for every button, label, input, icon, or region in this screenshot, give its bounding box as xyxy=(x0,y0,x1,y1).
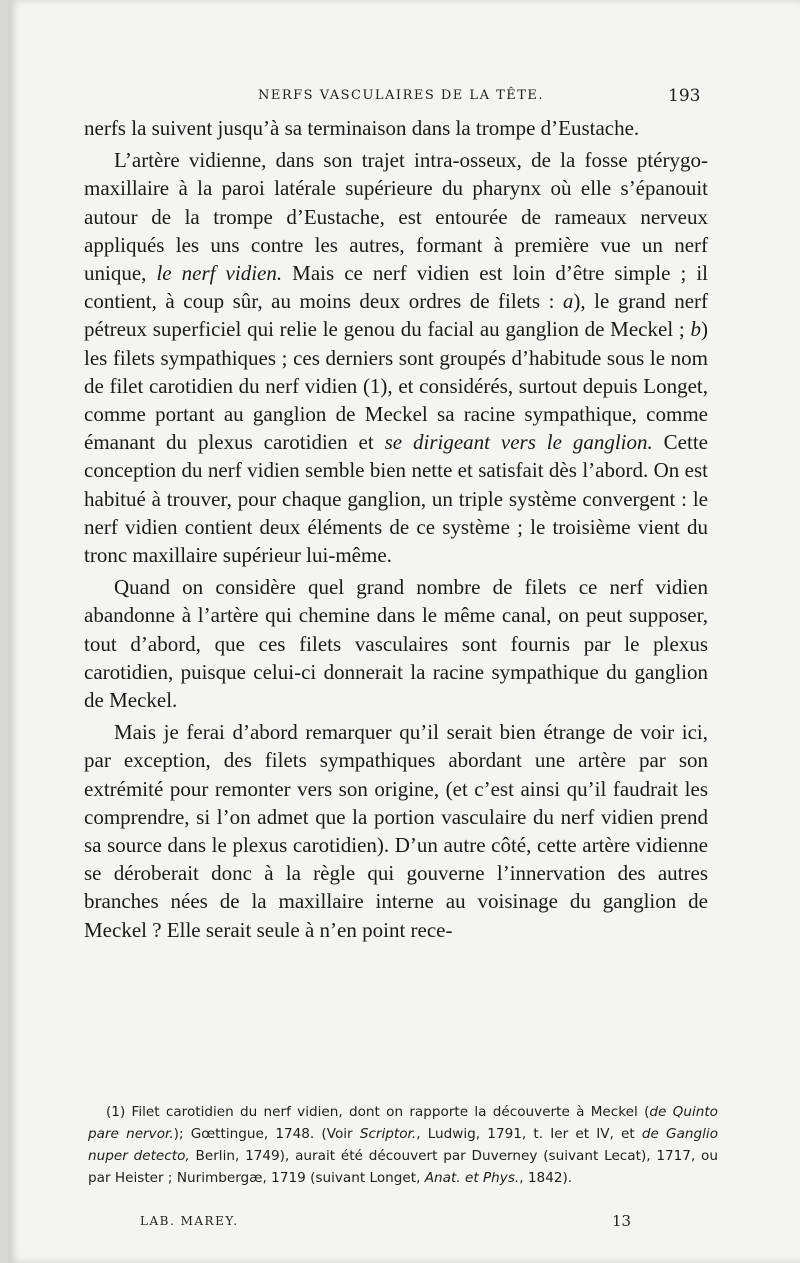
footnote-text-4: Berlin, 1749), aurait été découvert par Duverney (suivant Lecat), 1717, ou par Heister ; Nurimbergæ, 1719 (suivant Longet, xyxy=(88,1148,718,1186)
footnote-italic-1: de Quinto pare nervor. xyxy=(88,1104,718,1142)
running-head-title: NERFS VASCULAIRES DE LA TÊTE. xyxy=(258,88,545,103)
paragraph-2-italic-dirigeant: se dirigeant vers le ganglion. xyxy=(384,430,653,455)
footnote-text-5: , 1842). xyxy=(519,1170,573,1186)
paragraph-4: Mais je ferai d’abord remarquer qu’il serait bien étrange de voir ici, par exception, des filets sympathiques abordant une artère par son extrémité pour remonter vers son origine, (et c’est ainsi qu’il faudrait les comprendre, si l’on admet que la portion vasculaire du nerf vidien prend sa source dans le plexus carotidien). D’un autre côté, cette artère vidienne se déroberait donc à la règle qui gouverne l’innervation des autres branches nées de la maxillaire interne au voisinage du ganglion de Meckel ? Elle serait seule à n’en point rece- xyxy=(84,720,708,942)
footnote-italic-2: Scriptor. xyxy=(359,1126,417,1142)
footnote-italic-4: Anat. et Phys. xyxy=(424,1170,520,1186)
paragraph-2 xyxy=(84,146,708,569)
paragraph-2-text-a: L’artère vidienne, dans son trajet intra-osseux, de la fosse ptérygo-maxillaire à la paroi latérale supérieure du pharynx où elle s’épanouit autour de la trompe d’Eustache, est entourée de rameaux nerveux appliqués les uns contre les autres, formant à première vue un nerf unique, xyxy=(84,148,708,286)
paragraph-2-text-c: ), le grand nerf pétreux superficiel qui relie le genou du facial au ganglion de Meckel ; xyxy=(84,289,708,342)
signature-number: 13 xyxy=(612,1212,632,1230)
paragraph-2-italic-a: a xyxy=(562,289,574,314)
paragraph-2-text-e: Cette conception du nerf vidien semble bien nette et satisfait dès l’abord. On est habitué à trouver, pour chaque ganglion, un triple système convergent : le nerf vidien contient deux éléments de ce système ; le troisième vient du tronc maxillaire supérieur lui-même. xyxy=(84,430,708,568)
printer-signature xyxy=(8,1212,800,1236)
page-number: 193 xyxy=(668,86,701,106)
signature-label: LAB. MAREY. xyxy=(140,1214,239,1228)
footnote-text-2: ); Gœttingue, 1748. (Voir xyxy=(173,1126,360,1142)
running-head xyxy=(8,88,800,112)
footnote-text-1: (1) Filet carotidien du nerf vidien, dont on rapporte la découverte à Meckel ( xyxy=(106,1104,650,1120)
paragraph-2-italic-b: b xyxy=(690,317,701,342)
book-page xyxy=(8,0,800,1263)
paragraph-2-text-b: Mais ce nerf vidien est loin d’être simple ; il contient, à coup sûr, au moins deux ordres de filets : xyxy=(84,261,709,314)
paragraph-2-italic-nerf-vidien: le nerf vidien. xyxy=(156,261,283,286)
body-text xyxy=(84,114,708,948)
paragraph-3: Quand on considère quel grand nombre de filets ce nerf vidien abandonne à l’artère qui chemine dans le même canal, on peut supposer, tout d’abord, que ces filets vasculaires sont fournis par le plexus carotidien, puisque celui-ci donnerait la racine sympathique du ganglion de Meckel. xyxy=(84,575,708,713)
paragraph-1: nerfs la suivent jusqu’à sa terminaison dans la trompe d’Eustache. xyxy=(84,116,640,140)
footnote-italic-3: de Ganglio nuper detecto, xyxy=(88,1126,719,1164)
footnote xyxy=(88,1101,718,1189)
paragraph-2-text-d: ) les filets sympathiques ; ces derniers sont groupés d’habitude sous le nom de filet carotidien du nerf vidien (1), et considérés, surtout depuis Longet, comme portant au ganglion de Meckel sa racine sympathique, comme émanant du plexus carotidien et xyxy=(84,317,708,455)
footnote-1 xyxy=(88,1101,718,1189)
footnote-text-3: , Ludwig, 1791, t. Ier et IV, et xyxy=(416,1126,642,1142)
